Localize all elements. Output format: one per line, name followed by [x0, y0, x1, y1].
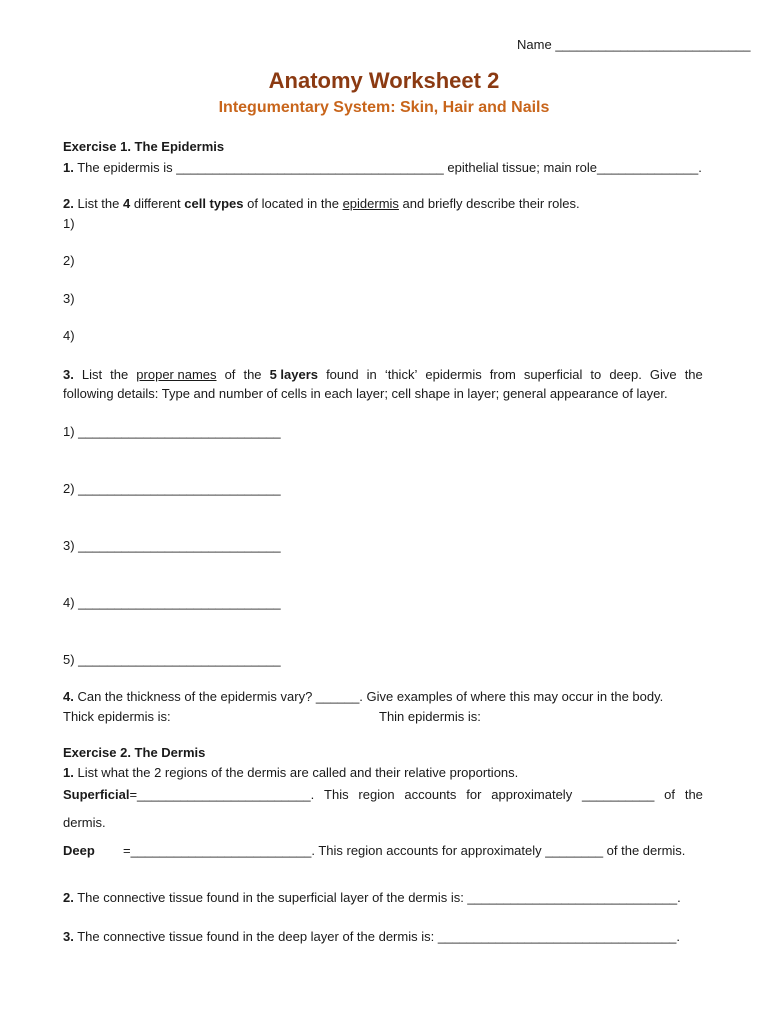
- ex2-superficial-word: for: [466, 787, 482, 802]
- ex1-q3-word: the: [684, 367, 703, 382]
- name-blank: ___________________________: [555, 37, 751, 52]
- ex1-q4-text: Can the thickness of the epidermis vary? ______. Give examples of where this may occur in the body.: [77, 689, 664, 704]
- ex1-q2: [63, 196, 580, 212]
- ex2-superficial-word: approximately: [491, 787, 573, 802]
- worksheet-title: Anatomy Worksheet 2: [268, 68, 500, 93]
- ex1-q2-text-1: List the: [77, 196, 120, 211]
- ex2-superficial-label: Superficial: [63, 787, 130, 802]
- ex2-superficial-word: This: [324, 787, 349, 802]
- ex2-q1-text: List what the 2 regions of the dermis are called and their relative proportions.: [77, 765, 519, 780]
- ex1-q3-line1: [63, 367, 703, 383]
- ex1-q3-bold-5-layers: 5 layers: [269, 367, 319, 382]
- ex1-q3-word: to: [590, 367, 602, 382]
- ex2-superficial-word: region: [358, 787, 395, 802]
- ex2-q3-number: 3.: [63, 929, 74, 944]
- ex1-q3-word: superficial: [523, 367, 583, 382]
- ex1-q2-number: 2.: [63, 196, 74, 211]
- ex1-q3-layer-5: 5) ____________________________: [63, 652, 281, 667]
- ex1-q1-end: .: [698, 160, 702, 175]
- ex2-superficial-blank: =________________________.: [129, 787, 315, 802]
- ex1-q2-bold-cell-types: cell types: [184, 196, 244, 211]
- ex1-q1-text-b: epithelial tissue; main role: [447, 160, 597, 175]
- ex1-q2-text-2: different: [133, 196, 181, 211]
- ex1-q3-word: ‘thick’: [384, 367, 418, 382]
- ex1-q2-bold-count: 4: [123, 196, 131, 211]
- ex1-q2-text-3: of located in the: [247, 196, 339, 211]
- ex2-q3: [63, 929, 680, 945]
- ex1-q3-word: found: [326, 367, 359, 382]
- ex1-q3-word: List: [81, 367, 103, 382]
- ex1-q2-item-2: 2): [63, 253, 75, 268]
- ex2-superficial-word: accounts: [404, 787, 457, 802]
- ex1-q1: [63, 160, 702, 176]
- ex1-q2-item-3: 3): [63, 291, 75, 306]
- ex1-q3-word: deep.: [609, 367, 642, 382]
- ex1-q3-word: Give: [649, 367, 677, 382]
- ex1-q1-number: 1.: [63, 160, 74, 175]
- ex1-q3-layer-2: 2) ____________________________: [63, 481, 281, 496]
- ex1-q4: [63, 689, 663, 705]
- ex1-q3-word: of: [224, 367, 236, 382]
- ex2-deep-text: =_________________________. This region accounts for approximately ________ of the dermis.: [123, 843, 686, 858]
- ex2-deep-line: [63, 843, 95, 859]
- ex2-q1: [63, 765, 518, 781]
- ex2-superficial-continuation: dermis.: [63, 815, 106, 830]
- ex1-q1-blank-b: ______________: [596, 160, 699, 175]
- ex1-q3-word: from: [489, 367, 516, 382]
- ex1-q4-thick: Thick epidermis is:: [63, 709, 171, 724]
- ex2-q2-number: 2.: [63, 890, 74, 905]
- ex1-q3-layer-4: 4) ____________________________: [63, 595, 281, 610]
- ex1-q3-layer-1: 1) ____________________________: [63, 424, 281, 439]
- name-line: [517, 37, 751, 53]
- exercise1-heading: Exercise 1. The Epidermis: [63, 139, 225, 154]
- ex1-q4-number: 4.: [63, 689, 74, 704]
- ex1-q2-item-4: 4): [63, 328, 75, 343]
- ex1-q3-word: in: [366, 367, 377, 382]
- ex2-q1-number: 1.: [63, 765, 74, 780]
- ex2-deep-label: Deep: [63, 843, 95, 858]
- ex1-q3-word: the: [243, 367, 262, 382]
- ex1-q3-word: epidermis: [425, 367, 482, 382]
- name-label: Name: [517, 37, 552, 52]
- ex1-q2-text-4: and briefly describe their roles.: [402, 196, 580, 211]
- ex2-q2-text: The connective tissue found in the superficial layer of the dermis is: _____________________________.: [77, 890, 681, 905]
- ex2-q3-text: The connective tissue found in the deep layer of the dermis is: _________________________________.: [77, 929, 681, 944]
- exercise2-heading: Exercise 2. The Dermis: [63, 745, 206, 760]
- ex1-q2-underline-epidermis: epidermis: [342, 196, 399, 211]
- ex2-q2: [63, 890, 681, 906]
- ex1-q3-line2: following details: Type and number of cells in each layer; cell shape in layer; general appearance of layer.: [63, 386, 668, 401]
- ex1-q1-text-a: The epidermis is: [77, 160, 173, 175]
- ex1-q3-word: the: [110, 367, 129, 382]
- ex2-superficial-word: of: [664, 787, 676, 802]
- ex1-q3-underline-proper-names: proper names: [136, 367, 217, 382]
- ex1-q3-number: 3.: [63, 367, 74, 382]
- ex1-q4-thin: Thin epidermis is:: [379, 709, 481, 724]
- ex2-superficial-line: [63, 787, 703, 803]
- worksheet-subtitle: Integumentary System: Skin, Hair and Nails: [218, 99, 550, 116]
- ex1-q2-item-1: 1): [63, 216, 75, 231]
- ex1-q3-layer-3: 3) ____________________________: [63, 538, 281, 553]
- ex1-q1-blank-a: _____________________________________: [176, 160, 444, 175]
- ex2-superficial-word: the: [684, 787, 703, 802]
- ex2-superficial-blank-proportion: __________: [582, 787, 655, 802]
